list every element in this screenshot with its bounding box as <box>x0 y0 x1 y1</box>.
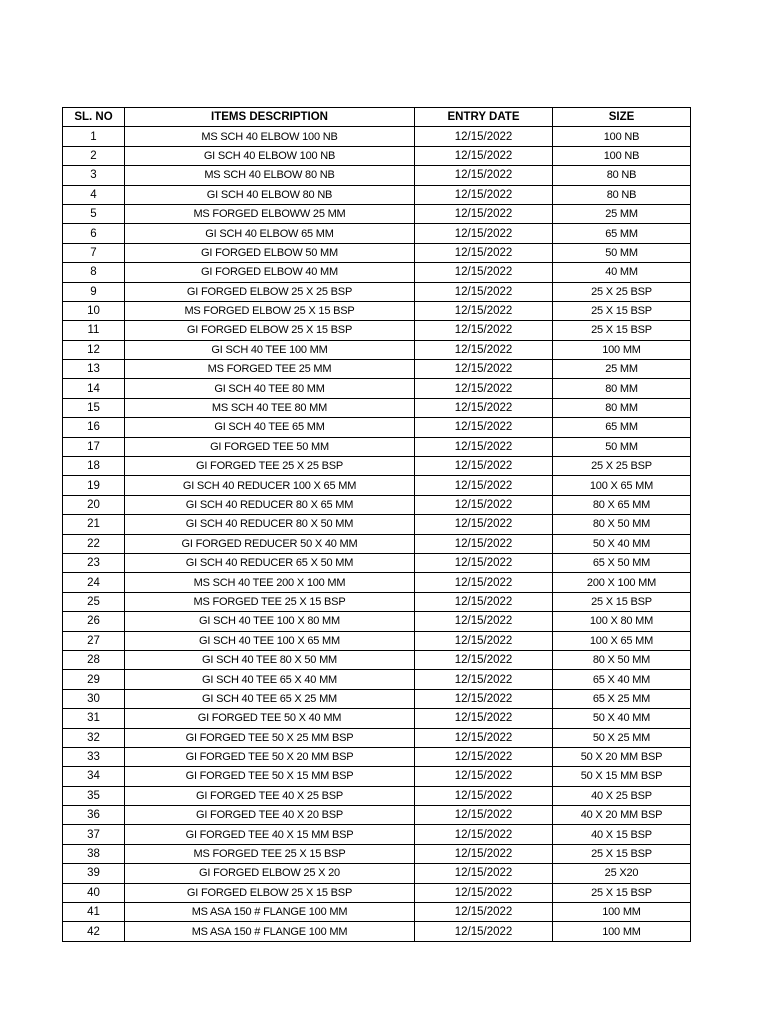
row-entry-date: 12/15/2022 <box>415 224 553 243</box>
table-row <box>63 592 691 611</box>
header-sl-no: SL. NO <box>63 108 125 127</box>
row-item-description: GI SCH 40 TEE 80 X 50 MM <box>125 650 415 669</box>
row-entry-date: 12/15/2022 <box>415 631 553 650</box>
table-row <box>63 495 691 514</box>
row-size: 40 MM <box>553 263 691 282</box>
row-entry-date: 12/15/2022 <box>415 166 553 185</box>
table-body <box>63 127 691 941</box>
row-item-description: GI SCH 40 REDUCER 65 X 50 MM <box>125 553 415 572</box>
table-row <box>63 786 691 805</box>
row-item-description: GI FORGED TEE 50 X 15 MM BSP <box>125 767 415 786</box>
row-sl-no: 34 <box>63 767 125 786</box>
row-size: 100 NB <box>553 127 691 146</box>
row-item-description: GI SCH 40 TEE 65 X 25 MM <box>125 689 415 708</box>
row-sl-no: 2 <box>63 146 125 165</box>
row-entry-date: 12/15/2022 <box>415 457 553 476</box>
row-entry-date: 12/15/2022 <box>415 495 553 514</box>
row-size: 50 X 20 MM BSP <box>553 747 691 766</box>
row-item-description: GI FORGED ELBOW 50 MM <box>125 243 415 262</box>
row-item-description: GI SCH 40 REDUCER 80 X 65 MM <box>125 495 415 514</box>
header-entry-date: ENTRY DATE <box>415 108 553 127</box>
table-row <box>63 553 691 572</box>
row-sl-no: 12 <box>63 340 125 359</box>
row-entry-date: 12/15/2022 <box>415 786 553 805</box>
row-size: 65 X 50 MM <box>553 553 691 572</box>
row-sl-no: 31 <box>63 709 125 728</box>
table-row <box>63 728 691 747</box>
row-item-description: GI FORGED ELBOW 25 X 15 BSP <box>125 321 415 340</box>
row-entry-date: 12/15/2022 <box>415 282 553 301</box>
row-entry-date: 12/15/2022 <box>415 321 553 340</box>
table-row <box>63 263 691 282</box>
row-size: 200 X 100 MM <box>553 573 691 592</box>
row-size: 100 MM <box>553 903 691 922</box>
row-size: 50 X 15 MM BSP <box>553 767 691 786</box>
row-entry-date: 12/15/2022 <box>415 340 553 359</box>
table-row <box>63 282 691 301</box>
row-size: 40 X 25 BSP <box>553 786 691 805</box>
row-item-description: GI FORGED TEE 50 MM <box>125 437 415 456</box>
row-size: 50 MM <box>553 243 691 262</box>
row-size: 65 MM <box>553 418 691 437</box>
row-entry-date: 12/15/2022 <box>415 767 553 786</box>
row-item-description: GI SCH 40 TEE 100 X 80 MM <box>125 612 415 631</box>
row-item-description: GI FORGED ELBOW 40 MM <box>125 263 415 282</box>
row-sl-no: 17 <box>63 437 125 456</box>
row-size: 25 MM <box>553 360 691 379</box>
row-size: 80 MM <box>553 379 691 398</box>
row-sl-no: 3 <box>63 166 125 185</box>
table-row <box>63 166 691 185</box>
row-entry-date: 12/15/2022 <box>415 825 553 844</box>
row-item-description: GI SCH 40 TEE 65 X 40 MM <box>125 670 415 689</box>
row-size: 40 X 15 BSP <box>553 825 691 844</box>
row-size: 100 MM <box>553 922 691 941</box>
row-size: 80 NB <box>553 185 691 204</box>
row-entry-date: 12/15/2022 <box>415 922 553 941</box>
row-item-description: GI FORGED TEE 40 X 15 MM BSP <box>125 825 415 844</box>
row-item-description: MS SCH 40 ELBOW 80 NB <box>125 166 415 185</box>
row-item-description: GI SCH 40 ELBOW 65 MM <box>125 224 415 243</box>
table-row <box>63 767 691 786</box>
row-sl-no: 1 <box>63 127 125 146</box>
table-row <box>63 301 691 320</box>
row-entry-date: 12/15/2022 <box>415 728 553 747</box>
row-sl-no: 21 <box>63 515 125 534</box>
row-item-description: GI FORGED ELBOW 25 X 15 BSP <box>125 883 415 902</box>
header-size: SIZE <box>553 108 691 127</box>
table-row <box>63 864 691 883</box>
row-entry-date: 12/15/2022 <box>415 573 553 592</box>
row-size: 65 X 40 MM <box>553 670 691 689</box>
row-size: 80 X 65 MM <box>553 495 691 514</box>
row-size: 25 X 15 BSP <box>553 321 691 340</box>
row-size: 40 X 20 MM BSP <box>553 806 691 825</box>
row-entry-date: 12/15/2022 <box>415 844 553 863</box>
row-item-description: GI FORGED TEE 40 X 25 BSP <box>125 786 415 805</box>
table-row <box>63 204 691 223</box>
row-entry-date: 12/15/2022 <box>415 437 553 456</box>
row-sl-no: 28 <box>63 650 125 669</box>
row-size: 80 NB <box>553 166 691 185</box>
table-row <box>63 185 691 204</box>
row-entry-date: 12/15/2022 <box>415 515 553 534</box>
row-sl-no: 18 <box>63 457 125 476</box>
table-row <box>63 612 691 631</box>
row-sl-no: 5 <box>63 204 125 223</box>
row-size: 25 MM <box>553 204 691 223</box>
table-row <box>63 903 691 922</box>
row-size: 100 NB <box>553 146 691 165</box>
row-sl-no: 13 <box>63 360 125 379</box>
table-row <box>63 747 691 766</box>
table-row <box>63 573 691 592</box>
row-entry-date: 12/15/2022 <box>415 903 553 922</box>
row-sl-no: 7 <box>63 243 125 262</box>
row-entry-date: 12/15/2022 <box>415 612 553 631</box>
table-row <box>63 670 691 689</box>
row-size: 25 X20 <box>553 864 691 883</box>
table-row <box>63 418 691 437</box>
row-sl-no: 27 <box>63 631 125 650</box>
row-sl-no: 19 <box>63 476 125 495</box>
row-entry-date: 12/15/2022 <box>415 592 553 611</box>
table-row <box>63 146 691 165</box>
row-size: 100 MM <box>553 340 691 359</box>
row-sl-no: 36 <box>63 806 125 825</box>
row-entry-date: 12/15/2022 <box>415 864 553 883</box>
table-row <box>63 224 691 243</box>
row-sl-no: 15 <box>63 398 125 417</box>
row-sl-no: 25 <box>63 592 125 611</box>
row-item-description: GI FORGED ELBOW 25 X 25 BSP <box>125 282 415 301</box>
row-sl-no: 40 <box>63 883 125 902</box>
row-item-description: MS ASA 150 # FLANGE 100 MM <box>125 903 415 922</box>
row-size: 65 MM <box>553 224 691 243</box>
table-row <box>63 398 691 417</box>
table-row <box>63 515 691 534</box>
row-sl-no: 14 <box>63 379 125 398</box>
row-size: 50 X 40 MM <box>553 534 691 553</box>
table-row <box>63 379 691 398</box>
table-row <box>63 825 691 844</box>
row-sl-no: 22 <box>63 534 125 553</box>
row-entry-date: 12/15/2022 <box>415 553 553 572</box>
row-item-description: GI SCH 40 TEE 65 MM <box>125 418 415 437</box>
row-sl-no: 24 <box>63 573 125 592</box>
table-row <box>63 709 691 728</box>
row-entry-date: 12/15/2022 <box>415 689 553 708</box>
table-row <box>63 127 691 146</box>
row-item-description: GI SCH 40 REDUCER 80 X 50 MM <box>125 515 415 534</box>
row-size: 50 X 25 MM <box>553 728 691 747</box>
row-sl-no: 10 <box>63 301 125 320</box>
row-item-description: GI FORGED TEE 50 X 25 MM BSP <box>125 728 415 747</box>
table-row <box>63 844 691 863</box>
row-entry-date: 12/15/2022 <box>415 476 553 495</box>
row-size: 50 MM <box>553 437 691 456</box>
row-entry-date: 12/15/2022 <box>415 670 553 689</box>
row-item-description: GI FORGED REDUCER 50 X 40 MM <box>125 534 415 553</box>
row-entry-date: 12/15/2022 <box>415 146 553 165</box>
header-row <box>63 108 691 127</box>
row-item-description: MS ASA 150 # FLANGE 100 MM <box>125 922 415 941</box>
row-size: 80 X 50 MM <box>553 515 691 534</box>
row-item-description: MS FORGED TEE 25 X 15 BSP <box>125 592 415 611</box>
row-entry-date: 12/15/2022 <box>415 709 553 728</box>
row-item-description: GI FORGED TEE 40 X 20 BSP <box>125 806 415 825</box>
row-size: 100 X 65 MM <box>553 476 691 495</box>
row-size: 100 X 65 MM <box>553 631 691 650</box>
row-size: 25 X 15 BSP <box>553 883 691 902</box>
row-item-description: GI SCH 40 ELBOW 80 NB <box>125 185 415 204</box>
row-entry-date: 12/15/2022 <box>415 883 553 902</box>
row-sl-no: 9 <box>63 282 125 301</box>
table-row <box>63 650 691 669</box>
row-sl-no: 4 <box>63 185 125 204</box>
row-sl-no: 42 <box>63 922 125 941</box>
row-size: 25 X 15 BSP <box>553 592 691 611</box>
row-sl-no: 23 <box>63 553 125 572</box>
row-item-description: MS FORGED ELBOWW 25 MM <box>125 204 415 223</box>
row-entry-date: 12/15/2022 <box>415 301 553 320</box>
row-sl-no: 16 <box>63 418 125 437</box>
row-item-description: MS SCH 40 ELBOW 100 NB <box>125 127 415 146</box>
row-entry-date: 12/15/2022 <box>415 418 553 437</box>
row-size: 65 X 25 MM <box>553 689 691 708</box>
row-entry-date: 12/15/2022 <box>415 398 553 417</box>
row-sl-no: 29 <box>63 670 125 689</box>
row-entry-date: 12/15/2022 <box>415 806 553 825</box>
row-entry-date: 12/15/2022 <box>415 127 553 146</box>
row-entry-date: 12/15/2022 <box>415 379 553 398</box>
row-size: 25 X 15 BSP <box>553 844 691 863</box>
row-size: 100 X 80 MM <box>553 612 691 631</box>
table-row <box>63 437 691 456</box>
table-row <box>63 243 691 262</box>
row-item-description: MS SCH 40 TEE 200 X 100 MM <box>125 573 415 592</box>
row-entry-date: 12/15/2022 <box>415 204 553 223</box>
row-entry-date: 12/15/2022 <box>415 263 553 282</box>
table-row <box>63 476 691 495</box>
row-entry-date: 12/15/2022 <box>415 747 553 766</box>
table-row <box>63 321 691 340</box>
row-sl-no: 33 <box>63 747 125 766</box>
table-row <box>63 340 691 359</box>
row-item-description: GI SCH 40 ELBOW 100 NB <box>125 146 415 165</box>
table-row <box>63 689 691 708</box>
row-sl-no: 32 <box>63 728 125 747</box>
row-size: 25 X 25 BSP <box>553 282 691 301</box>
table-row <box>63 806 691 825</box>
table-row <box>63 631 691 650</box>
row-sl-no: 6 <box>63 224 125 243</box>
row-item-description: MS FORGED ELBOW 25 X 15 BSP <box>125 301 415 320</box>
row-sl-no: 30 <box>63 689 125 708</box>
row-item-description: GI SCH 40 TEE 100 X 65 MM <box>125 631 415 650</box>
row-size: 25 X 25 BSP <box>553 457 691 476</box>
row-item-description: GI FORGED TEE 25 X 25 BSP <box>125 457 415 476</box>
row-item-description: GI SCH 40 TEE 100 MM <box>125 340 415 359</box>
row-entry-date: 12/15/2022 <box>415 360 553 379</box>
row-item-description: GI SCH 40 TEE 80 MM <box>125 379 415 398</box>
row-item-description: GI FORGED TEE 50 X 40 MM <box>125 709 415 728</box>
row-sl-no: 8 <box>63 263 125 282</box>
row-sl-no: 20 <box>63 495 125 514</box>
row-sl-no: 26 <box>63 612 125 631</box>
row-entry-date: 12/15/2022 <box>415 243 553 262</box>
row-item-description: GI FORGED ELBOW 25 X 20 <box>125 864 415 883</box>
row-size: 80 X 50 MM <box>553 650 691 669</box>
row-item-description: MS FORGED TEE 25 MM <box>125 360 415 379</box>
row-item-description: MS FORGED TEE 25 X 15 BSP <box>125 844 415 863</box>
row-sl-no: 39 <box>63 864 125 883</box>
table-row <box>63 534 691 553</box>
row-size: 50 X 40 MM <box>553 709 691 728</box>
table-row <box>63 883 691 902</box>
row-size: 25 X 15 BSP <box>553 301 691 320</box>
row-sl-no: 11 <box>63 321 125 340</box>
row-sl-no: 35 <box>63 786 125 805</box>
table-row <box>63 457 691 476</box>
row-entry-date: 12/15/2022 <box>415 185 553 204</box>
table-row <box>63 360 691 379</box>
row-size: 80 MM <box>553 398 691 417</box>
row-sl-no: 38 <box>63 844 125 863</box>
items-table <box>62 107 691 942</box>
row-item-description: GI FORGED TEE 50 X 20 MM BSP <box>125 747 415 766</box>
row-item-description: GI SCH 40 REDUCER 100 X 65 MM <box>125 476 415 495</box>
row-sl-no: 37 <box>63 825 125 844</box>
row-entry-date: 12/15/2022 <box>415 534 553 553</box>
row-item-description: MS SCH 40 TEE 80 MM <box>125 398 415 417</box>
row-entry-date: 12/15/2022 <box>415 650 553 669</box>
row-sl-no: 41 <box>63 903 125 922</box>
header-items-description: ITEMS DESCRIPTION <box>125 108 415 127</box>
table-row <box>63 922 691 941</box>
